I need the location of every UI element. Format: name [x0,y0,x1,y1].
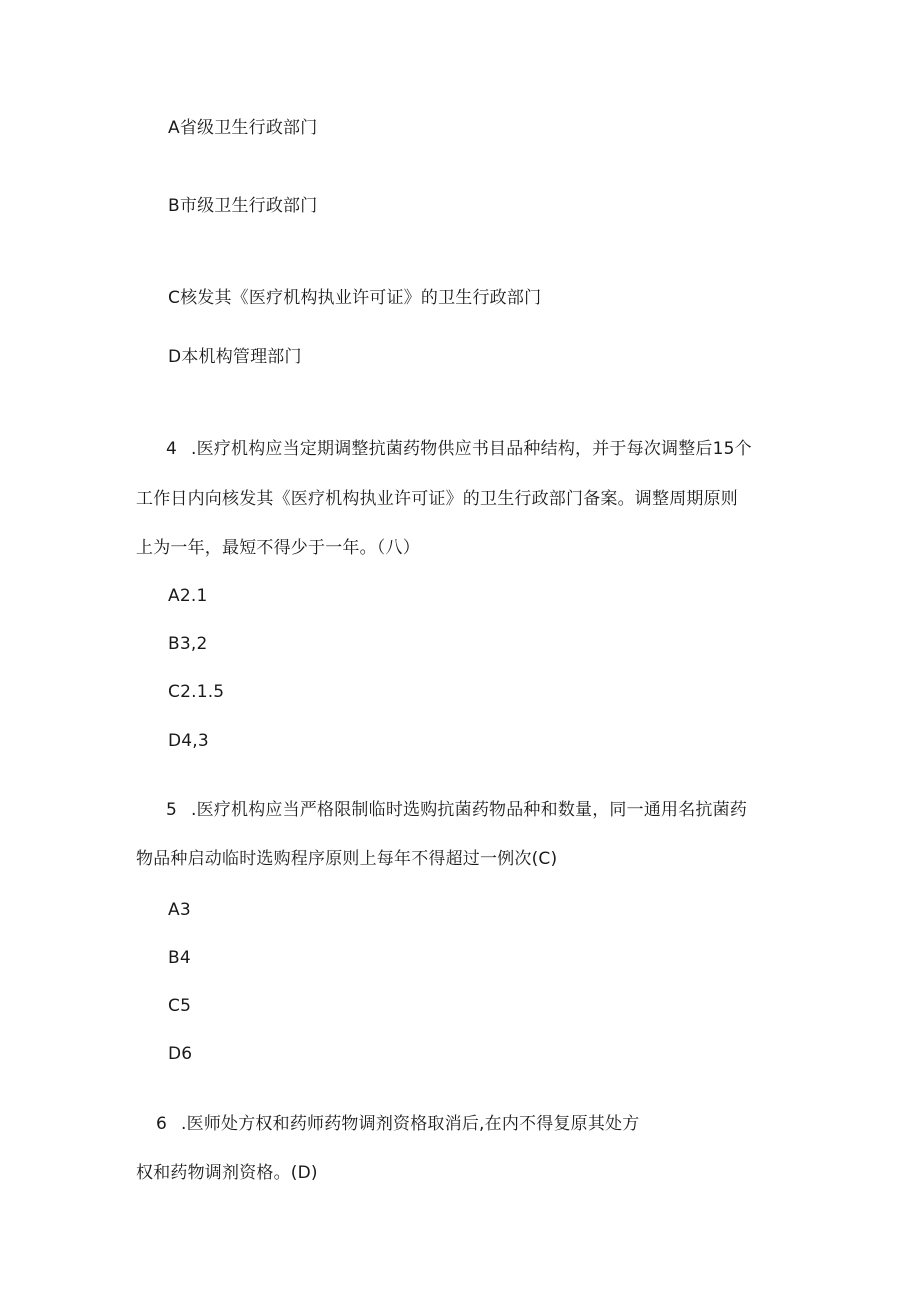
question-number: 6 [156,1114,168,1134]
q4-stem-line-1 [166,437,752,461]
q5-stem-text: .医疗机构应当严格限制临时选购抗菌药物品种和数量，同一通用名抗菌药 [191,800,748,820]
q3-option-a: A省级卫生行政部门 [168,118,318,138]
q4-stem-line-3: 上为一年，最短不得少于一年。（八） [136,538,420,558]
q4-stem-text: .医疗机构应当定期调整抗菌药物供应书目品种结构，并于每次调整后15个 [191,439,752,459]
q5-option-a: A3 [168,900,191,920]
q4-stem-line-2: 工作日内向核发其《医疗机构执业许可证》的卫生行政部门备案。调整周期原则 [136,489,738,509]
q5-option-c: C5 [168,996,192,1016]
q4-option-d: D4,3 [168,731,209,751]
q5-stem-line-1 [166,798,747,822]
q4-option-b: B3,2 [168,634,208,654]
q5-option-d: D6 [168,1044,193,1064]
q6-stem-line-2: 权和药物调剂资格。(D) [136,1163,318,1183]
q5-stem-line-2: 物品种启动临时选购程序原则上每年不得超过一例次(C) [136,849,558,869]
q6-stem-line-1 [156,1112,639,1136]
question-number: 4 [166,439,178,459]
question-number: 5 [166,800,178,820]
q4-option-a: A2.1 [168,586,208,606]
q3-option-c: C核发其《医疗机构执业许可证》的卫生行政部门 [168,288,542,308]
q3-option-b: B市级卫生行政部门 [168,196,318,216]
q4-option-c: C2.1.5 [168,682,225,702]
q6-stem-text: .医师处方权和药师药物调剂资格取消后,在内不得复原其处方 [181,1114,640,1134]
q3-option-d: D本机构管理部门 [168,347,302,367]
q5-option-b: B4 [168,948,191,968]
